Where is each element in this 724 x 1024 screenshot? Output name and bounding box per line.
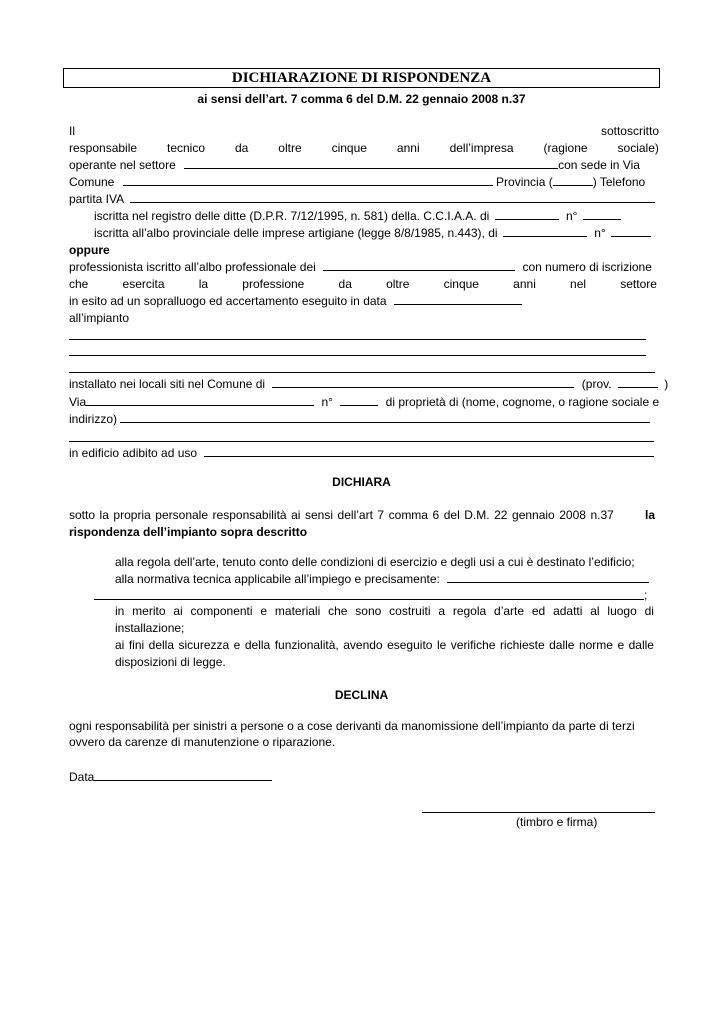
dichiara-item-4-word: della — [244, 638, 271, 652]
intro-line-10-word: professione — [242, 277, 305, 291]
normativa-line-2[interactable] — [94, 599, 644, 600]
dichiara-item-4-word: eseguito — [387, 638, 433, 652]
text-responsabilita: sotto la propria personale responsabilità ai sensi dell’art 7 comma 6 del D.M. 22 gennaio 2008 n.37 — [69, 508, 614, 522]
prov-impianto-field[interactable] — [618, 377, 658, 388]
provincia-field[interactable] — [553, 175, 593, 186]
settore-field[interactable] — [184, 158, 558, 169]
data-row — [69, 770, 272, 784]
text-normativa: alla normativa tecnica applicabile all’impiego e precisamente: — [115, 572, 440, 586]
intro-line-10-word: nel — [570, 277, 587, 291]
dichiara-item-3-word: di — [644, 604, 654, 618]
intro-line-13 — [69, 377, 668, 391]
text-sopralluogo: in esito ad un sopralluogo ed accertamento eseguito in data — [69, 294, 387, 308]
intro-line-9 — [69, 260, 652, 274]
text-edificio: in edificio adibito ad uso — [69, 446, 198, 460]
proprietario-line-2[interactable] — [69, 441, 654, 442]
comune-impianto-field[interactable] — [272, 377, 574, 388]
intro-line-16 — [69, 446, 654, 460]
text-partita-iva: partita IVA — [69, 192, 124, 206]
dichiara-item-4-word: e — [617, 638, 625, 652]
intro-line-15 — [69, 412, 650, 426]
text-installazione: installazione; — [115, 621, 185, 635]
text-albo-artigiane: iscritta all’albo provinciale delle imprese artigiane (legge 8/8/1985, n.443), di — [94, 226, 498, 240]
intro-line-10-word: cinque — [443, 277, 479, 291]
text-prov-close: ) — [664, 377, 669, 391]
intro-line-6 — [94, 209, 621, 223]
intro-line-10-word: da — [338, 277, 352, 291]
via-impianto-field[interactable] — [86, 395, 314, 406]
dichiara-item-4-word: ai — [115, 638, 125, 652]
intro-line-2-word: (ragione — [543, 141, 588, 155]
dichiara-item-4-word: sicurezza — [178, 638, 230, 652]
dichiara-item-4-word: le — [436, 638, 447, 652]
declina-heading: DECLINA — [334, 688, 389, 702]
dichiara-item-3-word: merito — [132, 604, 166, 618]
firma-label: (timbro e firma) — [516, 815, 598, 829]
text-registro-ditte: iscritta nel registro delle ditte (D.P.R. 7/12/1995, n. 581) della. C.C.I.A.A. di — [94, 209, 490, 223]
text-numero-iscrizione: con numero di iscrizione — [522, 260, 652, 274]
impianto-line-2[interactable] — [69, 355, 646, 356]
proprietario-field[interactable] — [120, 412, 650, 423]
partita-iva-field[interactable] — [130, 192, 655, 203]
numero-civico-field[interactable] — [340, 395, 378, 406]
dichiara-item-4-word: norme — [578, 638, 613, 652]
intro-line-2-word: responsabile — [69, 141, 138, 155]
data-field[interactable] — [94, 770, 272, 781]
text-sottoscritto: sottoscritto — [600, 124, 659, 138]
text-proprieta: di proprietà di (nome, cognome, o ragione sociale e — [385, 395, 660, 409]
text-numero-civico: n° — [321, 395, 333, 409]
dichiara-item-3-word: che — [328, 604, 348, 618]
dichiara-item-4-word: dalle — [628, 638, 654, 652]
text-provincia: Provincia ( — [496, 175, 553, 189]
document-title: DICHIARAZIONE DI RISPONDENZA — [63, 68, 660, 88]
firma-line[interactable] — [422, 812, 655, 813]
intro-line-10-word: che — [69, 277, 89, 291]
numero-albo-field[interactable] — [611, 226, 651, 237]
intro-line-2-word: da — [234, 141, 249, 155]
text-sede: con sede in Via — [558, 158, 640, 172]
text-installato: installato nei locali siti nel Comune di — [69, 377, 266, 391]
oppure-label: oppure — [69, 243, 110, 257]
document-subtitle: ai sensi dell’art. 7 comma 6 del D.M. 22 gennaio 2008 n.37 — [197, 92, 526, 106]
dichiara-item-4-word: della — [148, 638, 175, 652]
text-il: Il — [69, 124, 75, 138]
intro-line-2-word: cinque — [331, 141, 367, 155]
dichiara-item-3-word: d’arte — [494, 604, 525, 618]
albo-field[interactable] — [503, 226, 587, 237]
text-indirizzo: indirizzo) — [69, 412, 118, 426]
dichiara-item-4 — [115, 638, 654, 652]
dichiara-item-4-word: verifiche — [450, 638, 496, 652]
intro-line-11 — [69, 294, 522, 308]
albo-professionale-field[interactable] — [323, 260, 515, 271]
text-rispondenza: rispondenza dell’impianto sopra descritto — [69, 525, 308, 539]
text-professionista: professionista iscritto all’albo professionale dei — [69, 260, 316, 274]
data-label: Data — [69, 770, 95, 784]
declina-line-2: ovvero da carenze di manutenzione o riparazione. — [69, 735, 336, 749]
dichiara-item-3-word: adatti — [553, 604, 583, 618]
dichiara-item-1: alla regola dell’arte, tenuto conto delle condizioni di esercizio e degli usi a cui è destinato l’edificio; — [115, 555, 635, 569]
intro-line-2-word: anni — [396, 141, 420, 155]
impianto-line-1[interactable] — [69, 339, 646, 340]
dichiara-item-3-word: ed — [531, 604, 546, 618]
intro-line-10-word: la — [198, 277, 209, 291]
intro-line-10-word: anni — [513, 277, 536, 291]
intro-line-10-word: oltre — [386, 277, 410, 291]
dichiara-item-4-word: funzionalità, — [274, 638, 339, 652]
intro-line-2-word: sociale) — [617, 141, 659, 155]
uso-edificio-field[interactable] — [204, 446, 654, 457]
dichiara-item-3-word: componenti — [190, 604, 253, 618]
dichiara-item-3-word: a — [438, 604, 445, 618]
intro-line-3 — [69, 158, 661, 172]
cciaa-field[interactable] — [495, 209, 559, 220]
dichiara-item-4-word: avendo — [343, 638, 383, 652]
data-sopralluogo-field[interactable] — [394, 294, 522, 305]
text-numero-registro: n° — [566, 209, 578, 223]
text-prov: (prov. — [581, 377, 612, 391]
text-semicolon: ; — [644, 588, 648, 602]
intro-line-7 — [94, 226, 651, 240]
dichiara-item-3 — [115, 604, 654, 618]
numero-registro-field[interactable] — [583, 209, 621, 220]
dichiara-item-3-word: costruiti — [389, 604, 431, 618]
text-disposizioni: disposizioni di legge. — [115, 655, 226, 669]
dichiara-item-2 — [115, 572, 649, 586]
dichiara-item-3-word: sono — [355, 604, 382, 618]
intro-line-2-word: oltre — [278, 141, 302, 155]
dichiara-item-3-word: in — [115, 604, 125, 618]
dichiara-item-3-word: ai — [173, 604, 183, 618]
intro-line-2 — [69, 141, 659, 155]
text-comune: Comune — [69, 175, 115, 189]
dichiara-item-3-word: materiali — [274, 604, 321, 618]
text-la: la — [644, 508, 655, 522]
text-telefono: ) Telefono — [592, 175, 646, 189]
intro-line-5 — [69, 192, 661, 206]
intro-line-10-word: settore — [620, 277, 657, 291]
text-numero-albo: n° — [594, 226, 606, 240]
dichiara-item-4-word: dalle — [549, 638, 575, 652]
impianto-line-3[interactable] — [69, 372, 655, 373]
dichiara-item-3-word: e — [260, 604, 268, 618]
dichiara-heading: DICHIARA — [332, 475, 391, 489]
normativa-field[interactable] — [447, 572, 649, 583]
text-via: Via — [69, 395, 87, 409]
dichiara-item-4-word: e — [233, 638, 241, 652]
intro-line-10-word: esercita — [122, 277, 165, 291]
intro-line-2-word: tecnico — [167, 141, 206, 155]
dichiara-item-4-word: fini — [128, 638, 145, 652]
dichiara-item-4-word: richieste — [499, 638, 545, 652]
intro-line-2-word: dell’impresa — [449, 141, 514, 155]
text-operante: operante nel settore — [69, 158, 176, 172]
comune-field[interactable] — [123, 175, 493, 186]
dichiara-line-1 — [69, 508, 655, 522]
dichiara-item-3-word: regola — [452, 604, 487, 618]
intro-line-14 — [69, 395, 659, 409]
declina-line-1: ogni responsabilità per sinistri a persone o a cose derivanti da manomissione dell’impianto da parte di terzi — [69, 719, 635, 733]
intro-line-10 — [69, 277, 657, 291]
dichiara-item-3-word: luogo — [607, 604, 637, 618]
intro-line-4 — [69, 175, 661, 189]
text-impianto: all’impianto — [69, 311, 130, 325]
intro-line-1 — [69, 124, 659, 138]
dichiara-item-3-word: al — [590, 604, 600, 618]
